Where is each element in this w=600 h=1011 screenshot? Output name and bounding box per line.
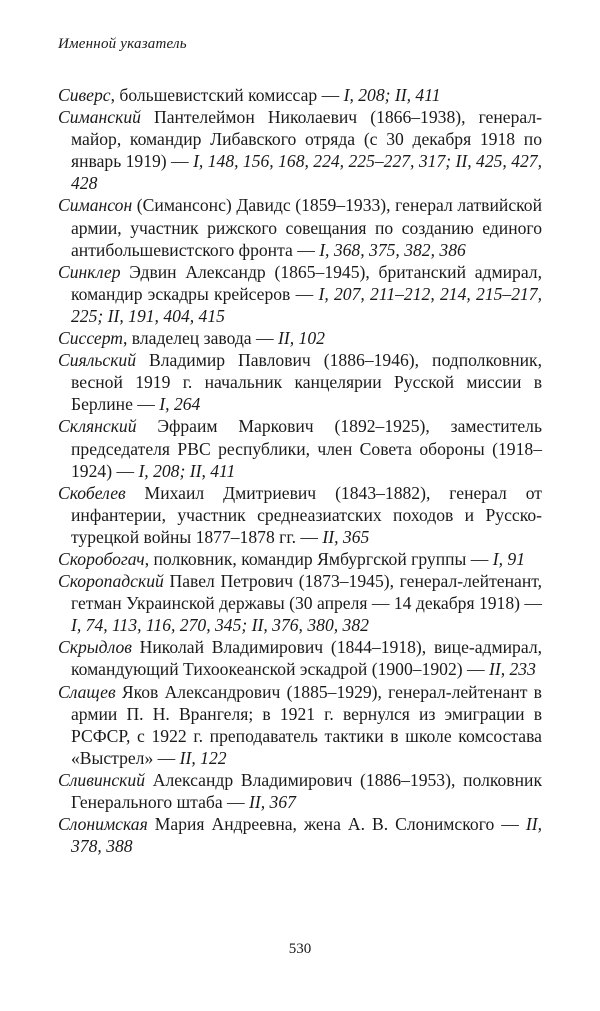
index-entry: [58, 636, 542, 680]
entry-surname: Скобелев: [58, 482, 126, 503]
entry-description: Яков Александрович (1885–1929), генерал-лейтенант в армии П. Н. Врангеля; в 1921 г. вернулся из эмиграции в РСФСР, с 1922 г. преподаватель тактики в школе комсостава «Выстрел» —: [71, 681, 542, 768]
entry-surname: Скоропадский: [58, 571, 164, 592]
index-entry: [58, 261, 542, 327]
entry-description: Пантелеймон Николаевич (1866–1938), генерал-майор, командир Либавского отряда (с 30 декабря 1918 по январь 1919) —: [71, 107, 542, 172]
entry-description: Николай Владимирович (1844–1918), вице-адмирал, командующий Тихоокеанской эскадрой (1900–1902) —: [71, 637, 542, 680]
entry-description: Эдвин Александр (1865–1945), британский адмирал, командир эскадры крейсеров —: [71, 261, 542, 304]
entry-page-refs: I, 368, 375, 382, 386: [319, 239, 466, 260]
entry-page-refs: II, 365: [322, 526, 370, 547]
entry-page-refs: II, 102: [278, 328, 325, 349]
entry-surname: Сливинский: [58, 769, 145, 790]
running-head: Именной указатель: [58, 36, 187, 52]
index-entry: [58, 769, 542, 813]
entry-description: , большевистский комиссар —: [110, 85, 344, 105]
entry-page-refs: II, 233: [489, 659, 536, 680]
entry-description: Эфраим Маркович (1892–1925), заместитель председателя РВС республики, член Совета обороны (1918–1924) —: [71, 416, 542, 481]
entry-page-refs: I, 74, 113, 116, 270, 345; II, 376, 380, 382: [71, 615, 369, 636]
entry-surname: Сияльский: [58, 350, 137, 371]
entry-description: Павел Петрович (1873–1945), генерал-лейтенант, гетман Украинской державы (30 апреля — 14 декабря 1918) —: [71, 571, 542, 614]
name-index: [58, 84, 542, 857]
index-entry: [58, 681, 542, 769]
index-entry: [58, 194, 542, 260]
entry-page-refs: I, 208; II, 411: [343, 85, 441, 105]
entry-page-refs: I, 91: [492, 548, 526, 569]
entry-description: , полковник, командир Ямбургской группы —: [144, 548, 493, 569]
entry-page-refs: I, 264: [159, 394, 201, 415]
entry-surname: Синклер: [58, 261, 121, 282]
index-entry: [58, 84, 542, 106]
index-entry: [58, 349, 542, 415]
index-entry: [58, 570, 542, 636]
index-entry: [58, 813, 542, 857]
index-entry: [58, 415, 542, 481]
entry-surname: Сиверс: [58, 85, 111, 105]
index-entry: [58, 327, 542, 349]
entry-page-refs: II, 378, 388: [71, 814, 542, 857]
entry-surname: Симансон: [58, 195, 133, 216]
entry-surname: Сиссерт: [58, 328, 123, 349]
entry-surname: Слонимская: [58, 814, 148, 835]
entry-surname: Склянский: [58, 416, 137, 437]
index-entry: [58, 548, 542, 570]
entry-page-refs: I, 208; II, 411: [138, 460, 236, 481]
entry-description: Михаил Дмитриевич (1843–1882), генерал от инфантерии, участник среднеазиатских походов и Русско-турецкой войны 1877–1878 гг. —: [71, 482, 542, 547]
entry-page-refs: II, 367: [249, 792, 296, 812]
entry-surname: Скрыдлов: [58, 637, 132, 658]
entry-page-refs: II, 122: [179, 747, 227, 768]
entry-surname: Слащев: [58, 681, 116, 702]
entry-description: Александр Владимирович (1886–1953), полковник Генерального штаба —: [71, 769, 542, 812]
entry-page-refs: I, 207, 211–212, 214, 215–217, 225; II, 191, 404, 415: [71, 283, 543, 326]
entry-surname: Симанский: [58, 107, 141, 128]
page-number: 530: [288, 941, 312, 957]
entry-description: Владимир Павлович (1886–1946), подполковник, весной 1919 г. начальник канцелярии Русской миссии в Берлине —: [71, 350, 542, 415]
entry-description: (Симансонс) Давидс (1859–1933), генерал латвийской армии, участник рижского совещания по созданию единого антибольшевистского фронта —: [71, 195, 542, 260]
index-entry: [58, 106, 542, 194]
entry-surname: Скоробогач: [58, 548, 145, 569]
entry-description: Мария Андреевна, жена А. В. Слонимского —: [147, 814, 526, 835]
entry-page-refs: I, 148, 156, 168, 224, 225–227, 317; II, 425, 427, 428: [71, 151, 542, 194]
index-entry: [58, 482, 542, 548]
entry-description: , владелец завода —: [123, 328, 279, 349]
